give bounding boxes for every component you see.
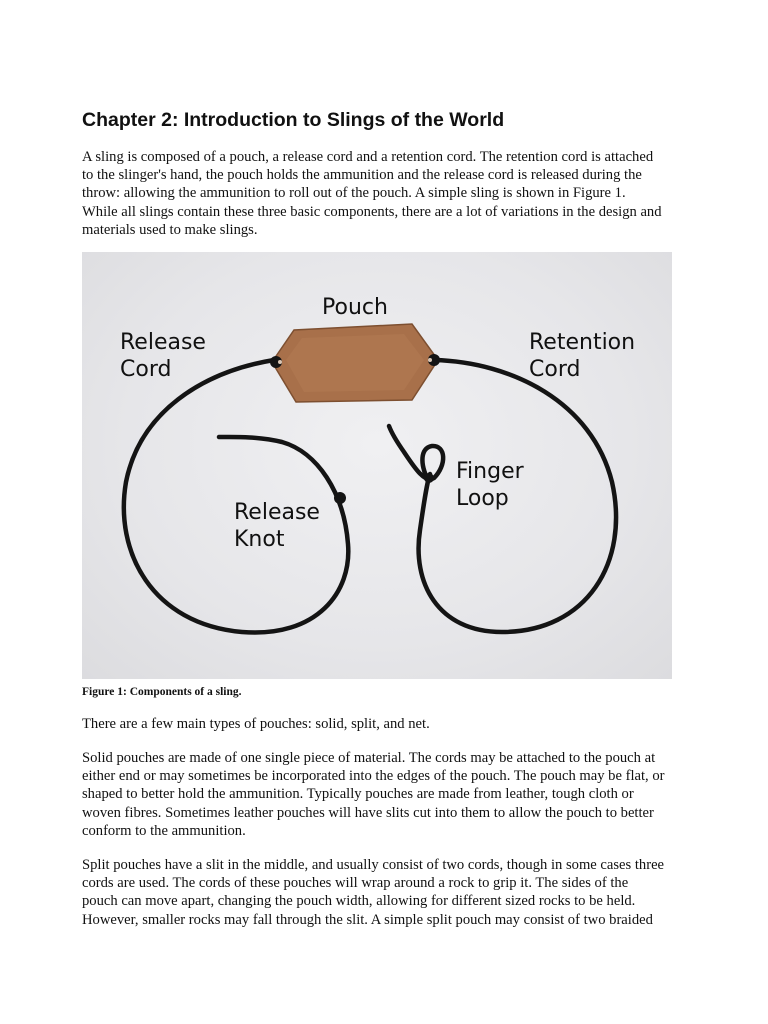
finger-loop-knot xyxy=(424,473,434,483)
label-finger-loop-1: Finger xyxy=(456,459,524,484)
label-finger-loop-2: Loop xyxy=(456,486,509,511)
intro-line: to the slinger's hand, the pouch holds the ammunition and the release cord is released during the xyxy=(82,167,642,184)
intro-line: A sling is composed of a pouch, a release cord and a retention cord. The retention cord is attached xyxy=(82,149,654,165)
retention-cord xyxy=(419,360,616,632)
label-release-cord-2: Cord xyxy=(120,357,172,382)
sling-photo xyxy=(82,252,672,679)
solid-line: woven fibres. Sometimes leather pouches will have slits cut into them to allow the pouch to better xyxy=(82,804,654,821)
split-line: pouch can move apart, changing the pouch width, allowing for different sized rocks to be held. xyxy=(82,893,636,910)
label-release-knot-2: Knot xyxy=(234,527,285,552)
split-line: cords are used. The cords of these pouches will wrap around a rock to grip it. The sides of the xyxy=(82,875,629,892)
solid-line: either end or may sometimes be incorporated into the edges of the pouch. The pouch may be flat, or xyxy=(82,768,665,785)
label-release-cord-1: Release xyxy=(120,330,206,355)
release-knot xyxy=(334,492,346,504)
figure-caption: Figure 1: Components of a sling. xyxy=(82,686,242,698)
label-pouch: Pouch xyxy=(322,295,388,320)
solid-line: shaped to better hold the ammunition. Typically pouches are made from leather, tough cloth or xyxy=(82,786,634,803)
intro-line: materials used to make slings. xyxy=(82,221,258,238)
chapter-title: Chapter 2: Introduction to Slings of the World xyxy=(82,109,505,131)
label-retention-cord-2: Cord xyxy=(529,357,581,382)
solid-line: conform to the ammunition. xyxy=(82,822,246,839)
split-line: Split pouches have a slit in the middle, and usually consist of two cords, though in some cases three xyxy=(82,857,665,873)
intro-line: While all slings contain these three basic components, there are a lot of variations in the design and xyxy=(82,203,662,220)
solid-pouch-paragraph xyxy=(82,749,688,840)
intro-line: throw: allowing the ammunition to roll out of the pouch. A simple sling is shown in Figure 1. xyxy=(82,185,626,202)
label-retention-cord-1: Retention xyxy=(529,330,636,355)
label-release-knot-1: Release xyxy=(234,500,320,525)
pouch-types-line: There are a few main types of pouches: solid, split, and net. xyxy=(82,716,430,732)
intro-paragraph xyxy=(82,148,688,239)
split-pouch-paragraph xyxy=(82,856,688,929)
split-line: However, smaller rocks may fall through the slit. A simple split pouch may consist of two braided xyxy=(82,911,653,928)
sling-figure xyxy=(82,252,672,679)
pouch-types-paragraph xyxy=(82,715,688,733)
solid-line: Solid pouches are made of one single piece of material. The cords may be attached to the pouch at xyxy=(82,750,656,766)
finger-loop xyxy=(389,426,443,480)
